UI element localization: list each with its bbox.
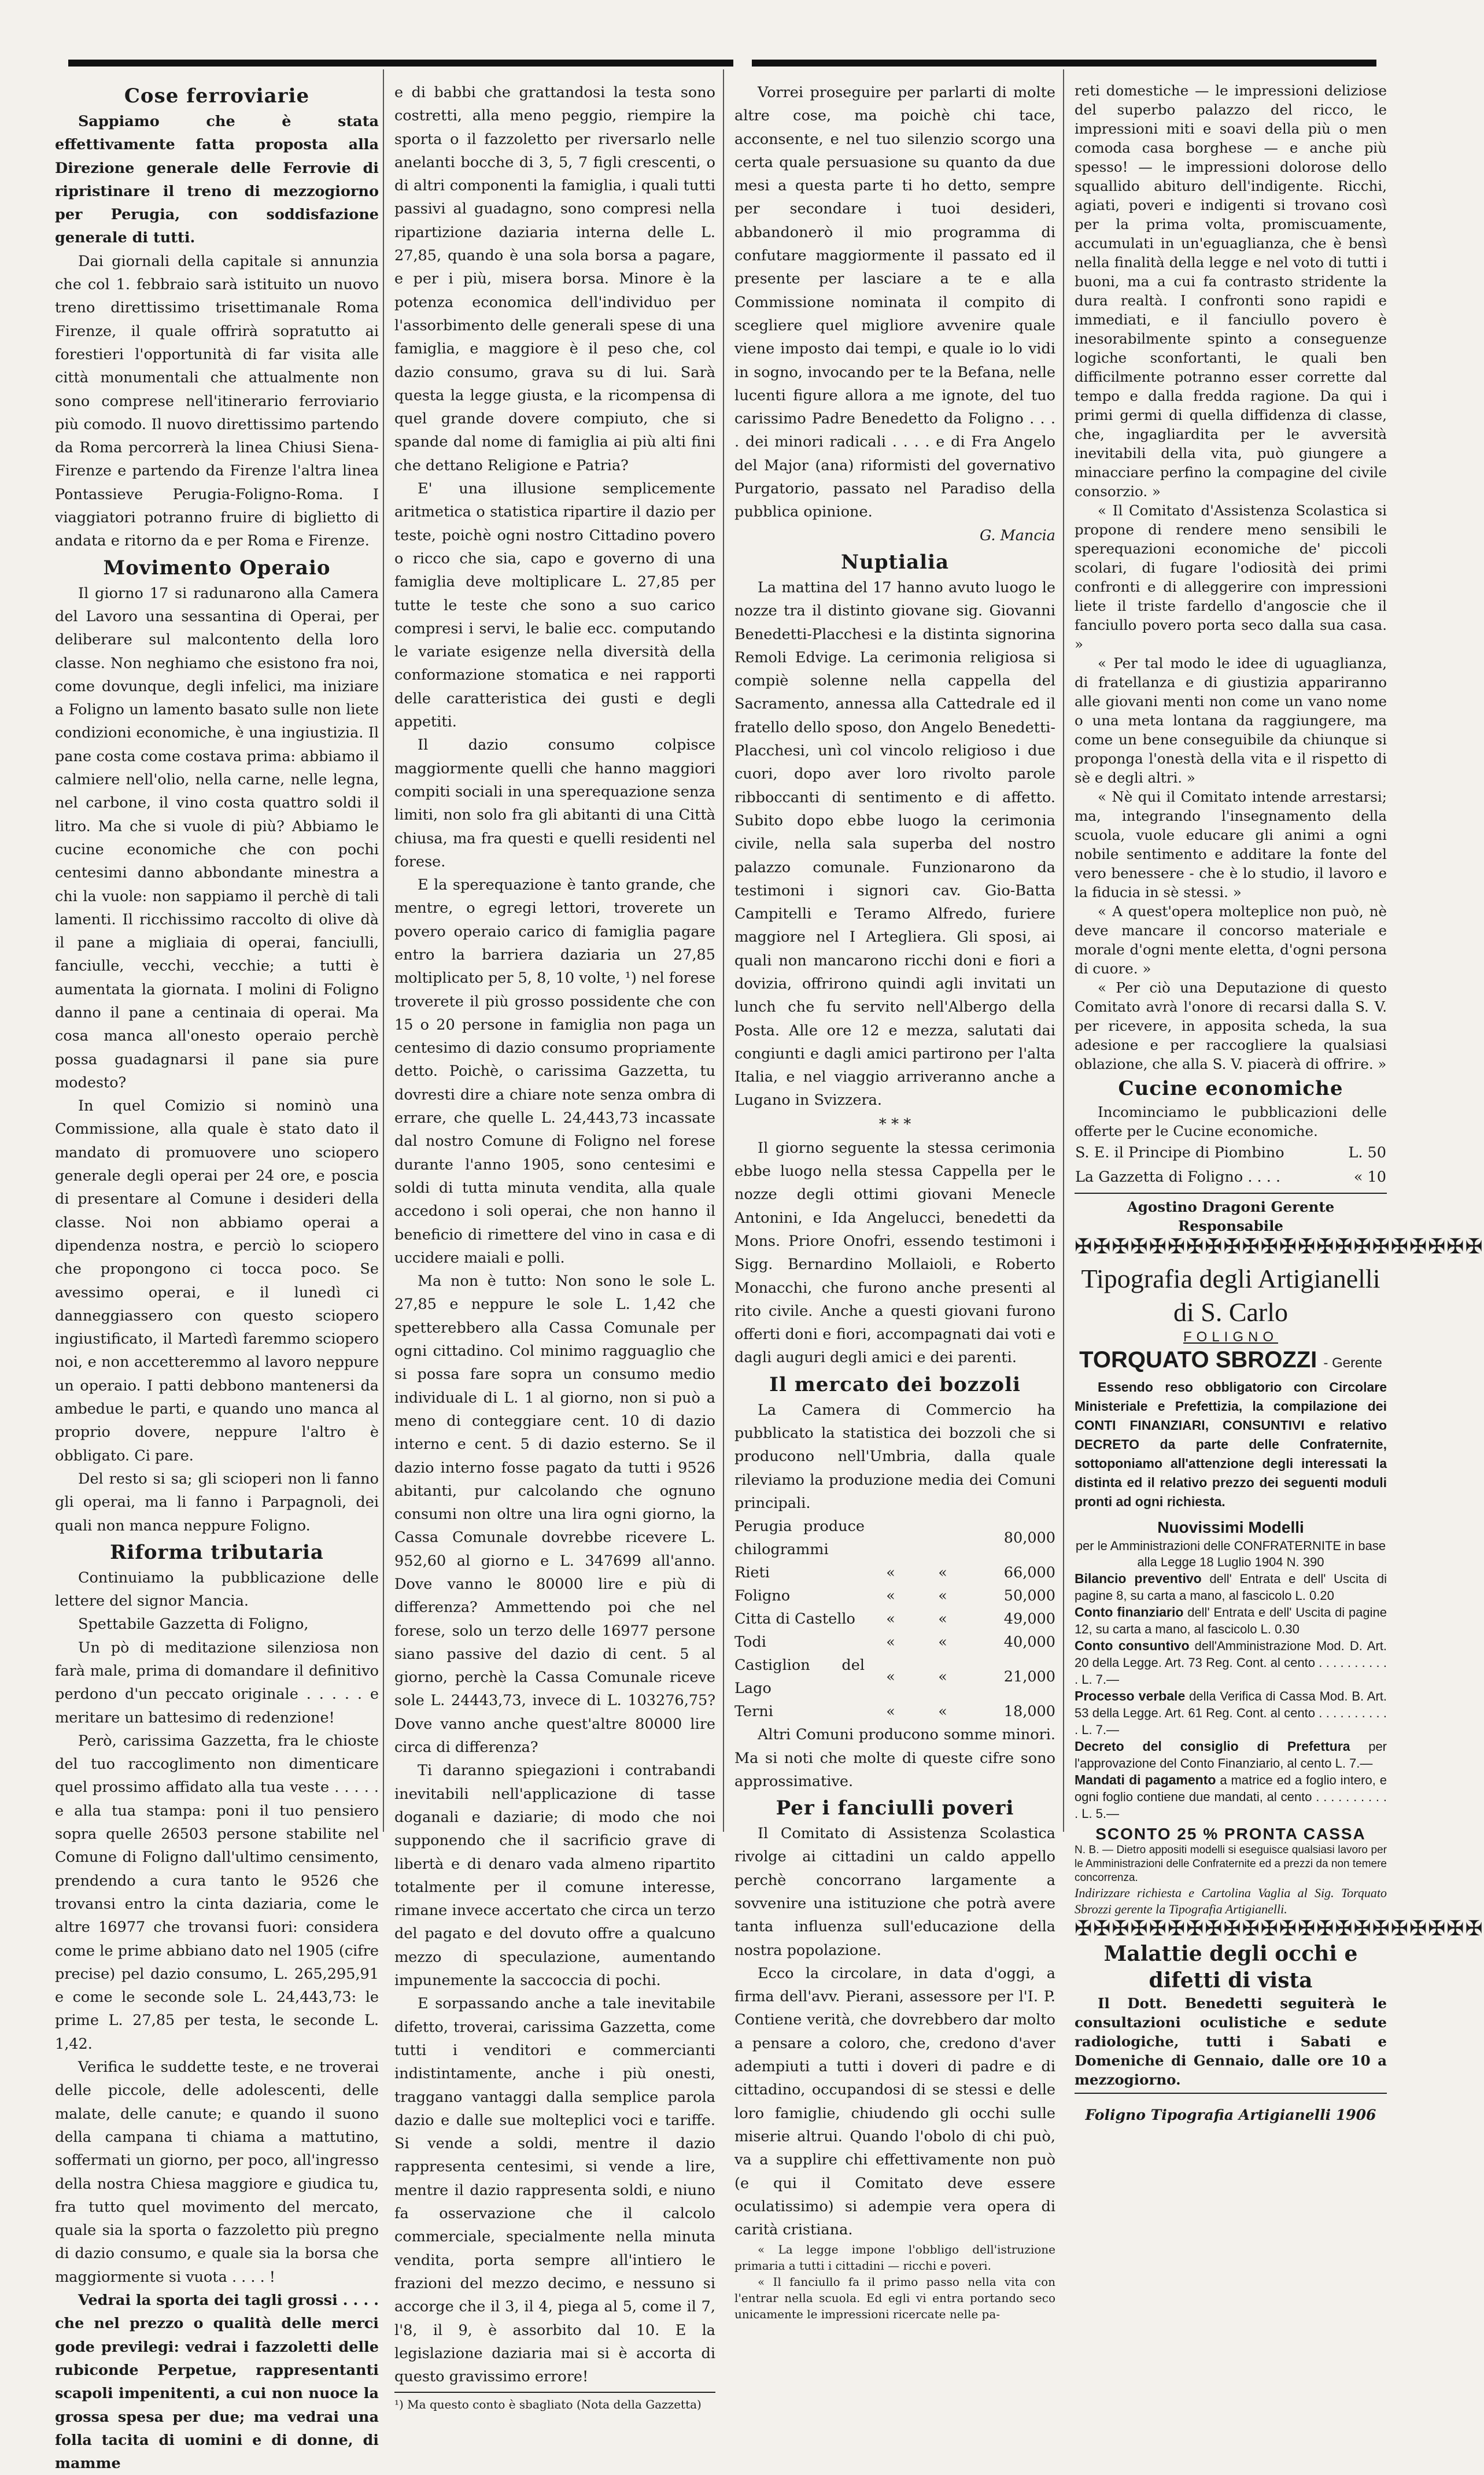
article-paragraph: « Il Comitato d'Assistenza Scolastica si propone di rendere meno sensibili le sperequazioni economiche de' piccoli scolari, di fugare l'odiosità dei primi confronti e di alleggerire con impressioni liete il triste fardello d'angoscie che il fanciullo povero porta seco dalla sua casa. »: [1075, 502, 1387, 652]
advert-city: FOLIGNO: [1183, 1329, 1278, 1345]
article-paragraph: Ma non è tutto: Non sono le sole L. 27,85 e neppure le sole L. 1,42 che spetterebbero alla Cassa Comunale per ogni cittadino. Col minimo ragguaglio che si possa fare sopra un consumo medio individuale di L. 1 al giorno, non si può a meno di conteggiare cent. 10 di dazio interno e cent. 5 di dazio esterno. Se il dazio interno fosse pagato da tutti i 9526 abitanti, pur calcolando che ognuno consumi non oltre una lira ogni giorno, la Cassa Comunale dovrebbe ricevere L. 952,60 al giorno e L. 347699 all'anno. Dove vanno le 80000 lire e più di differenza? Ammettendo poi che nel forese, solo un terzo delle 16977 persone siano passive del dazio di cent. 5 al giorno, perchè la Cassa Comunale riceve sole L. 24443,73, invece di L. 103276,75? Dove vanno anche quest'altre 80000 lire circa di differenza?: [394, 1272, 715, 1757]
article-paragraph: Altri Comuni producono somme minori. Ma si noti che molte di queste cifre sono approssimative.: [734, 1726, 1055, 1790]
column-3: [734, 81, 1055, 2322]
article-paragraph: Incominciamo le pubblicazioni delle offerte per le Cucine economiche.: [1075, 1104, 1387, 1139]
offering-name: La Gazzetta di Foligno . . . .: [1075, 1168, 1281, 1186]
advert-note: N. B. — Dietro appositi modelli si eseguisce qualsiasi lavoro per le Amministrazioni delle Confraternite ed a prezzi da non temere concorrenza.: [1075, 1844, 1387, 1884]
advert-item-desc: a matrice ed a foglio intero, e ogni foglio contiene due mandati, al cento . . . . . . . . . . . L. 5.—: [1075, 1773, 1387, 1821]
advert-title: Tipografia degli Artigianelli di S. Carlo: [1081, 1264, 1380, 1327]
heading-fanciulli-poveri: Per i fanciulli poveri: [776, 1797, 1014, 1820]
offerings-table: [1075, 1141, 1387, 1189]
column-1: [55, 81, 379, 2475]
advert-item-name: Conto consuntivo: [1075, 1638, 1190, 1653]
advert-item-desc: dell' Entrata e dell' Uscita di pagine 8, su carta a mano, al fascicolo L. 0.20: [1075, 1572, 1387, 1603]
section-asterisks: * * *: [878, 1115, 911, 1133]
bozzoli-cell-val: 18,000: [1003, 1703, 1055, 1721]
advert-item-list: [1075, 1570, 1387, 1822]
heading-cucine-economiche: Cucine economiche: [1118, 1077, 1343, 1100]
bozzoli-cell-q2: «: [938, 1610, 947, 1628]
article-paragraph: Sappiamo che è stata effettivamente fatta proposta alla Direzione generale delle Ferrovie di ripristinare il treno di mezzogiorno per Perugia, con soddisfazione generale di tutti.: [55, 113, 379, 247]
article-paragraph: Il giorno 17 si radunarono alla Camera del Lavoro una sessantina di Operai, per deliberare sul malcontento della loro classe. Non neghiamo che esistono fra noi, come dovunque, degli infelici, ma iniziare a Foligno un lamento basato sulle non liete condizioni economiche, è una ingiustizia. Il pane costa come costava prima: abbiamo il calmiere nell'olio, nella carne, nelle legna, nel carbone, il vino costa quattro soldi il litro. Ma che si vuole di più? Abbiamo le cucine economiche che con pochi centesimi danno abbondante minestra a chi la vuole: non sappiamo il perchè di tali lamenti. Il ricchissimo raccolto di olive dà il pane a migliaia di operai, fanciulli, fanciulle, vecchi, vecchie; a tutti è aumentata la giornata. I molini di Foligno danno il pane a centinaia di operai. Ma cosa manca all'onesto operaio perchè possa guadagnarsi il pane sia pure modesto?: [55, 584, 379, 1091]
advert-item: [1075, 1688, 1387, 1738]
manager-line: Agostino Dragoni Gerente Responsabile: [1127, 1198, 1335, 1234]
article-paragraph: « Per tal modo le idee di uguaglianza, di fratellanza e di giustizia appariranno alle giovani menti non come un vano nome o una meta lontana da raggiungere, ma come un bene conseguibile da chiunque si proponga l'onestà della vita e il rispetto di sè e degli altri. »: [1075, 655, 1387, 786]
heading-mercato-bozzoli: Il mercato dei bozzoli: [769, 1373, 1021, 1396]
article-paragraph: Il giorno seguente la stessa cerimonia ebbe luogo nella stessa Cappella per le nozze degli ottimi giovani Menecle Antonini, e Ida Angelucci, benedetti da Mons. Priore Onofri, essendo testimoni i Sigg. Bernardino Mollaioli, e Roberto Monacchi, che furono anche presenti al rito civile. Anche a questi giovani furono offerti doni e fiori, accompagnati dai voti e dagli auguri degli amici e dei parenti.: [734, 1139, 1055, 1367]
bozzoli-cell-val: 66,000: [1003, 1564, 1055, 1582]
top-rule-right: [752, 60, 1376, 67]
article-paragraph: Vedrai la sporta dei tagli grossi . . . . che nel prezzo o qualità delle merci gode previlegi: vedrai i fazzoletti delle rubiconde Perpetue, rappresentanti scapoli impenitenti, a cui non nuoce la grossa spesa per due; ma vedrai una folla tacita di uomini e di donne, di mamme: [55, 2292, 379, 2473]
advert-item-name: Mandati di pagamento: [1075, 1772, 1216, 1787]
advert-item: [1075, 1637, 1387, 1688]
advert-item-name: Decreto del consiglio di Prefettura: [1075, 1739, 1350, 1754]
offering-amount: L. 50: [1348, 1144, 1386, 1161]
bozzoli-cell-q1: «: [886, 1633, 895, 1651]
printer-imprint: Foligno Tipografia Artigianelli 1906: [1085, 2107, 1376, 2123]
bozzoli-cell-q2: «: [938, 1633, 947, 1651]
article-paragraph: « Nè qui il Comitato intende arrestarsi; ma, integrando l'insegnamento della scuola, vuole educare gli animi a ogni nobile sentimento e additare la fonte del vero benessere - che è lo studio, il lavoro e la fiducia in sè stessi. »: [1075, 788, 1387, 901]
article-paragraph: Vorrei proseguire per parlarti di molte altre cose, ma poichè chi tace, acconsente, e nel tuo silenzio scorgo una certa quale persuasione su quanto da due mesi a questa parte ti ho detto, sempre per secondare i tuoi desideri, abbandonerò il mio programma di confutare maggiormente il passato ed il presente per lasciare a te e alla Commissione nominata il compito di scegliere quel migliore avvenire quale viene imposto dai tempi, e quale io lo vidi in sogno, invocando per te la Befana, nelle lucenti figure allora a me ignote, del tuo carissimo Padre Benedetto da Foligno . . . . dei minori radicali . . . . e di Fra Angelo del Major (ana) riformisti del governativo Purgatorio, passato nel Paradiso della pubblica opinione.: [734, 84, 1055, 521]
bozzoli-cell-q1: «: [886, 1703, 895, 1721]
article-paragraph: In quel Comizio si nominò una Commissione, alla quale è stato dato il mandato di promuovere uno sciopero generale degli operai per 24 ore, e poscia di presentare al Comune i desideri della classe. Noi non abbiamo operai a dipendenza nostra, e perciò lo sciopero che propongono ci tocca poco. Se avessimo operai, e il lunedì ci danneggiassero con questo sciopero ingiustificato, il Martedì faremmo sciopero noi, e non accetteremmo al lavoro neppure un operaio. I patti debbono mantenersi da ambedue le parti, e quando uno manca al proprio dovere, neppure l'altro è obbligato. Ci pare.: [55, 1097, 379, 1465]
bozzoli-cell-q1: [865, 1515, 917, 1561]
heading-malattie-occhi: Malattie degli occhi e difetti di vista: [1103, 1942, 1358, 1993]
offering-row: [1075, 1141, 1387, 1165]
bozzoli-cell-q1: «: [886, 1564, 895, 1582]
article-paragraph: Però, carissima Gazzetta, fra le chioste del tuo raccoglimento non dimenticare quel prossimo affidato alla tua veste . . . . . e alla tua stampa: poni il tuo pensiero sopra quelle 26503 persone stabilite nel Comune di Foligno dall'ultimo censimento, prendendo a cura tanto le 9526 che trovansi entro la cinta daziaria, come le altre 16977 che trovansi fuori: considera come le prime abbiano dato nel 1905 (cifre precise) pel dazio consumo, L. 265,295,91 e come le seconde sole L. 24,443,73: le prime L. 27,85 per testa, le seconde L. 1,42.: [55, 1732, 379, 2053]
article-paragraph: La Camera di Commercio ha pubblicato la statistica dei bozzoli che si producono nell'Umbria, dalla quale rileviamo la produzione media dei Comuni principali.: [734, 1401, 1055, 1512]
divider: [1075, 2093, 1387, 2094]
bozzoli-row: [734, 1700, 1055, 1723]
advert-item-desc: della Verifica di Cassa Mod. B. Art. 53 della Legge. Art. 61 Reg. Cont. al cento . . . . . . . . . . . L. 7.—: [1075, 1689, 1387, 1737]
divider: [1075, 1193, 1387, 1194]
bozzoli-cell-q2: [917, 1515, 969, 1561]
advert-address: Indirizzare richiesta e Cartolina Vaglia al Sig. Torquato Sbrozzi gerente la Tipografia Artigianelli.: [1075, 1886, 1387, 1916]
article-paragraph: Il dazio consumo colpisce maggiormente quelli che hanno maggiori compiti sociali in una sperequazione senza limiti, non solo fra gli abitanti di una Città chiusa, ma fra questi e quelli residenti nel forese.: [394, 736, 715, 871]
offering-amount: « 10: [1353, 1168, 1386, 1186]
ornament-border: ✠✠✠✠✠✠✠✠✠✠✠✠✠✠✠✠✠✠✠✠✠✠: [1075, 1235, 1484, 1259]
article-paragraph: Del resto si sa; gli scioperi non li fanno gli operai, ma li fanno i Parpagnoli, dei quali non manca neppure Foligno.: [55, 1470, 379, 1535]
advert-item-desc: dell'Amministrazione Mod. D. Art. 20 della Legge. Art. 73 Reg. Cont. al cento . . . . . . . . . . . L. 7.—: [1075, 1639, 1387, 1687]
bozzoli-cell-val: 50,000: [1003, 1587, 1055, 1605]
print-shop-advert: [1075, 1262, 1387, 1917]
offering-row: [1075, 1165, 1387, 1189]
advert-subheading: Nuovissimi Modelli: [1157, 1518, 1304, 1536]
bozzoli-cell-val: 40,000: [1003, 1633, 1055, 1651]
advert-subheading-2: per le Amministrazioni delle CONFRATERNITE in base alla Legge 18 Luglio 1904 N. 390: [1075, 1539, 1386, 1569]
heading-nuptialia: Nuptialia: [840, 550, 950, 574]
advert-item-desc: dell' Entrata e dell' Uscita di pagine 12, su carta a mano, al fascicolo L. 0.30: [1075, 1605, 1387, 1636]
advert-discount: SCONTO 25 % PRONTA CASSA: [1095, 1825, 1366, 1843]
bozzoli-cell-place: Citta di Castello: [734, 1610, 855, 1628]
article-paragraph: Il Comitato di Assistenza Scolastica rivolge ai cittadini un caldo appello perchè concorrano largamente a sovvenire una istituzione che potrà avere tanta influenza sull'educazione della nostra popolazione.: [734, 1825, 1055, 1959]
column-separator: [383, 69, 384, 1832]
bozzoli-cell-place: Castiglion del Lago: [734, 1657, 865, 1698]
article-paragraph: Dai giornali della capitale si annunzia che col 1. febbraio sarà istituito un nuovo treno direttissimo trisettimanale Roma Firenze, il quale offrirà sopratutto ai forestieri l'opportunità di far visita alle città monumentali che attualmente non sono comprese nell'itinerario ferroviario più comodo. Il nuovo direttissimo partendo da Roma percorrerà la linea Chiusi Siena-Firenze e partendo da Firenze l'altra linea Pontassieve Perugia-Foligno-Roma. I viaggiatori potranno fruire di biglietto di andata e ritorno da e per Roma e Firenze.: [55, 252, 379, 550]
bozzoli-cell-q1: «: [886, 1587, 895, 1605]
article-paragraph: « Per ciò una Deputazione di questo Comitato avrà l'onore di recarsi dalla S. V. per ricevere, in apposita scheda, la sua adesione e per raccogliere la qualsiasi oblazione, che alla S. V. piacerà di offrire. »: [1075, 979, 1387, 1072]
quoted-paragraph: « Il fanciullo fa il primo passo nella vita con l'entrar nella scuola. Ed egli vi entra portando seco unicamente le impressioni ricercate nelle pa-: [734, 2275, 1055, 2322]
bozzoli-cell-q1: «: [886, 1668, 895, 1686]
article-paragraph: Un pò di meditazione silenziosa non farà male, prima di domandare il definitivo perdono d'un peccato originale . . . . . e meritare un battesimo di redenzione!: [55, 1639, 379, 1727]
article-paragraph: La mattina del 17 hanno avuto luogo le nozze tra il distinto giovane sig. Giovanni Benedetti-Placchesi e la distinta signorina Remoli Edvige. La cerimonia religiosa si compiè solenne nella cappella del Sacramento, annessa alla Cattedrale ed il fratello dello sposo, don Angelo Benedetti-Placchesi, unì col vincolo religioso i due cuori, dopo aver loro rivolto parole ribboccanti di sentimento e di affetto. Subito dopo ebbe luogo la cerimonia civile, nella sala superba del nostro palazzo comunale. Funzionarono da testimoni i signori cav. Gio-Batta Campitelli e Teramo Alfredo, furiere maggiore nel I Artegliera. Gli sposi, ai quali non mancarono ricchi doni e fiori a dovizia, offrirono quindi agli invitati un lunch che fu servito nell'Albergo della Posta. Alle ore 12 e mezza, salutati dai congiunti e dagli amici partirono per l'alta Italia, e nel viaggio arriveranno anche a Lugano in Svizzera.: [734, 578, 1055, 1109]
top-rule-left: [68, 60, 733, 67]
column-2: [394, 81, 715, 2413]
heading-cose-ferroviarie: Cose ferroviarie: [124, 84, 310, 108]
article-paragraph: Continuiamo la pubblicazione delle lettere del signor Mancia.: [55, 1569, 379, 1610]
heading-movimento-operaio: Movimento Operaio: [103, 556, 331, 580]
signature: G. Mancia: [979, 526, 1055, 544]
bozzoli-row: [734, 1584, 1055, 1607]
column-4: [1075, 81, 1484, 2124]
bozzoli-cell-val: 80,000: [1003, 1529, 1055, 1547]
article-paragraph: « A quest'opera molteplice non può, nè deve mancare il concorso materiale e morale d'ogni mente eletta, d'ogni persona di cuore. »: [1075, 903, 1387, 977]
bozzoli-row: [734, 1561, 1055, 1584]
bozzoli-cell-place: Foligno: [734, 1587, 791, 1605]
article-paragraph: Il Dott. Benedetti seguiterà le consultazioni oculistiche e sedute radiologiche, tutti i Sabati e Domeniche di Gennaio, dalle ore 10 a mezzogiorno.: [1075, 1995, 1387, 2088]
footnote-rule: [394, 2392, 715, 2393]
advert-item: [1075, 1604, 1387, 1637]
advert-manager: [1075, 1345, 1387, 1378]
article-paragraph: reti domestiche — le impressioni deliziose del superbo palazzo del ricco, le impressioni miti e soavi della più o men comoda casa borghese — e anche più spesso! — le impressioni dolorose dello squallido abituro dell'indigente. Ricchi, agiati, poveri e indigenti si trovano così per la prima volta, promiscuamente, accumulati in un'eguaglianza, che è bensì nella finalità della legge e nel voto di tutti i buoni, ma a cui fa contrasto stridente la dura realtà. I confronti sono rapidi e immediati, e il fanciullo povero è inesorabilmente spinto a conseguenze logiche sconfortanti, le quali ben difficilmente potranno esser corrette dal tempo e dalla fredda ragione. Da qui i primi germi di quella diffidenza di classe, che, ingagliardita per le avversità inevitabili della vita, può giungere a minacciare perfino la compagine del civile consorzio. »: [1075, 82, 1387, 500]
column-separator: [1063, 69, 1064, 1832]
bozzoli-cell-q2: «: [938, 1587, 947, 1605]
advert-item: [1075, 1738, 1387, 1772]
bozzoli-cell-q1: «: [886, 1610, 895, 1628]
bozzoli-cell-place: Rieti: [734, 1564, 770, 1582]
bozzoli-cell-place: Perugia produce chilogrammi: [734, 1518, 865, 1559]
article-paragraph: Ecco la circolare, in data d'oggi, a firma dell'avv. Pierani, assessore per l'I. P. Contiene verità, che dovrebbero dar molto a pensare a coloro, che, credono d'aver adempiuti a tutti i doveri di padre e di cittadino, occupandosi di se stessi e delle loro famiglie, chiudendo gli occhi sulle miserie altrui. Quando l'obolo di chi può, va a supplire chi effettivamente non può (e qui il Comitato deve essere oculatissimo) si adempie vera opera di carità cristiana.: [734, 1964, 1055, 2239]
advert-item-name: Processo verbale: [1075, 1688, 1186, 1703]
article-paragraph: e di babbi che grattandosi la testa sono costretti, alla meno peggio, riempire la sporta o il fazzoletto per riversarlo nelle anelanti bocche di 3, 5, 7 figli crescenti, o di altri componenti la famiglia, i quali tutti passivi al guadagno, sono compresi nella ripartizione daziaria interna delle L. 27,85, quando è una sola borsa a pagare, e per i più, misera borsa. Minore è la potenza economica dell'individuo per l'assorbimento delle generali spese di una famiglia, e maggiore è il peso che, col dazio consumo, grava su di lui. Sarà questa la legge giusta, e la ricompensa di quel grande dovere compiuto, che si spande dal nome di famiglia ai più alti fini che dettano Religione e Patria?: [394, 84, 715, 474]
bozzoli-cell-q2: «: [938, 1703, 947, 1721]
article-paragraph: Verifica le suddette teste, e ne troverai delle piccole, delle adolescenti, delle malate, delle canute; e quando il suono della campana ti chiama a mattutino, soffermati un giorno, per poco, all'ingresso della nostra Chiesa maggiore e giudica tu, fra tutto quel movimento del mercato, quale sia la sporta o fazzoletto più pregno di dazio consumo, e quale sia la borsa che maggiormente si vuota . . . . !: [55, 2059, 379, 2286]
ornament-border: ✠✠✠✠✠✠✠✠✠✠✠✠✠✠✠✠✠✠✠✠✠✠: [1075, 1917, 1484, 1941]
advert-item-name: Conto finanziario: [1075, 1604, 1184, 1620]
bozzoli-cell-val: 49,000: [1003, 1610, 1055, 1628]
bozzoli-row: [734, 1515, 1055, 1561]
quoted-paragraph: « La legge impone l'obbligo dell'istruzione primaria a tutti i cittadini — ricchi e poveri.: [734, 2242, 1055, 2273]
advert-manager-name: TORQUATO SBROZZI: [1079, 1347, 1317, 1373]
heading-riforma-tributaria: Riforma tributaria: [110, 1540, 324, 1564]
advert-item-desc: per l'approvazione del Conto Finanziario, al cento L. 7.—: [1075, 1739, 1387, 1771]
advert-item: [1075, 1570, 1387, 1604]
bozzoli-table: [734, 1515, 1055, 1723]
article-paragraph: Spettabile Gazzetta di Foligno,: [78, 1615, 309, 1633]
bozzoli-row: [734, 1654, 1055, 1700]
bozzoli-cell-val: 21,000: [1003, 1668, 1055, 1686]
column-separator: [723, 69, 724, 1832]
advert-body: Essendo reso obbligatorio con Circolare Ministeriale e Prefettizia, la compilazione dei CONTI FINANZIARI, CONSUNTIVI e relativo DECRETO da parte delle Confraternite, sottoponiamo all'attenzione degli interessati la distinta ed il relativo prezzo dei seguenti moduli pronti ad ogni richiesta.: [1075, 1379, 1387, 1509]
advert-item: [1075, 1772, 1387, 1822]
article-paragraph: Ti daranno spiegazioni i contrabandi inevitabili nell'applicazione di tasse doganali e daziarie; di modo che noi supponendo che il sacrificio grave di libertà e di denaro vada almeno ripartito totalmente per il comune interesse, rimane invece accertato che circa un terzo del pagato e del dovuto offre a qualcuno mezzo di speculazione, aumentando impunemente la saccoccia di pochi.: [394, 1762, 715, 1990]
footnote: ¹) Ma questo conto è sbagliato (Nota della Gazzetta): [394, 2397, 702, 2412]
article-paragraph: E sorpassando anche a tale inevitabile difetto, troverai, carissima Gazzetta, come tutti i venditori e commercianti indistintamente, anche i più onesti, traggano vantaggi dalla semplice parola dazio e dalle sue molteplici voci e tariffe. Si vende a soldi, mentre il dazio rappresenta centesimi, si vende a lire, mentre il dazio rappresenta soldi, e niuno fa osservazione che il calcolo commerciale, specialmente nella minuta vendita, porta sempre all'intiero le frazioni del mezzo decimo, e nessuno si accorge che il 3, il 4, piega al 5, come il 7, l'8, il 9, è assorbito dal 10. E la legislazione daziaria mai si è accorta di questo gravissimo errore!: [394, 1995, 715, 2386]
bozzoli-cell-place: Terni: [734, 1703, 773, 1721]
bozzoli-row: [734, 1631, 1055, 1654]
article-paragraph: E' una illusione semplicemente aritmetica o statistica ripartire il dazio per teste, poichè ogni nostro Cittadino povero o ricco che sia, capo e governo di una famiglia deve moltiplicare L. 27,85 per tutte le teste che sono a suo carico compresi i servi, le balie ecc. computando le variate esigenze nella diversità della conformazione stomatica e nei rapporti delle caratteristica dei gusti e degli appetiti.: [394, 480, 715, 731]
advert-item-name: Bilancio preventivo: [1075, 1571, 1202, 1586]
advert-manager-role: - Gerente: [1323, 1355, 1382, 1371]
bozzoli-cell-place: Todi: [734, 1633, 766, 1651]
bozzoli-cell-q2: «: [938, 1668, 947, 1686]
offering-name: S. E. il Principe di Piombino: [1075, 1144, 1284, 1161]
article-paragraph: E la sperequazione è tanto grande, che mentre, o egregi lettori, troverete un povero operaio carico di famiglia pagare entro la barriera daziaria un 27,85 moltiplicato per 5, 8, 10 volte, ¹) nel forese troverete il più grosso possidente che con 15 o 20 persone in famiglia non paga un centesimo di dazio consumo propriamente detto. Poichè, o carissima Gazzetta, tu dovresti dire a chiare note senza ombra di errare, che quelle L. 24,443,73 incassate dal nostro Comune di Foligno nel forese durante l'anno 1905, sono centesimi e soldi di tutta minuta vendita, alla quale accedono i soli operai, che non hanno il beneficio di rimettere del vino in casa e di uccidere maiali e polli.: [394, 876, 715, 1267]
bozzoli-row: [734, 1607, 1055, 1631]
bozzoli-cell-q2: «: [938, 1564, 947, 1582]
